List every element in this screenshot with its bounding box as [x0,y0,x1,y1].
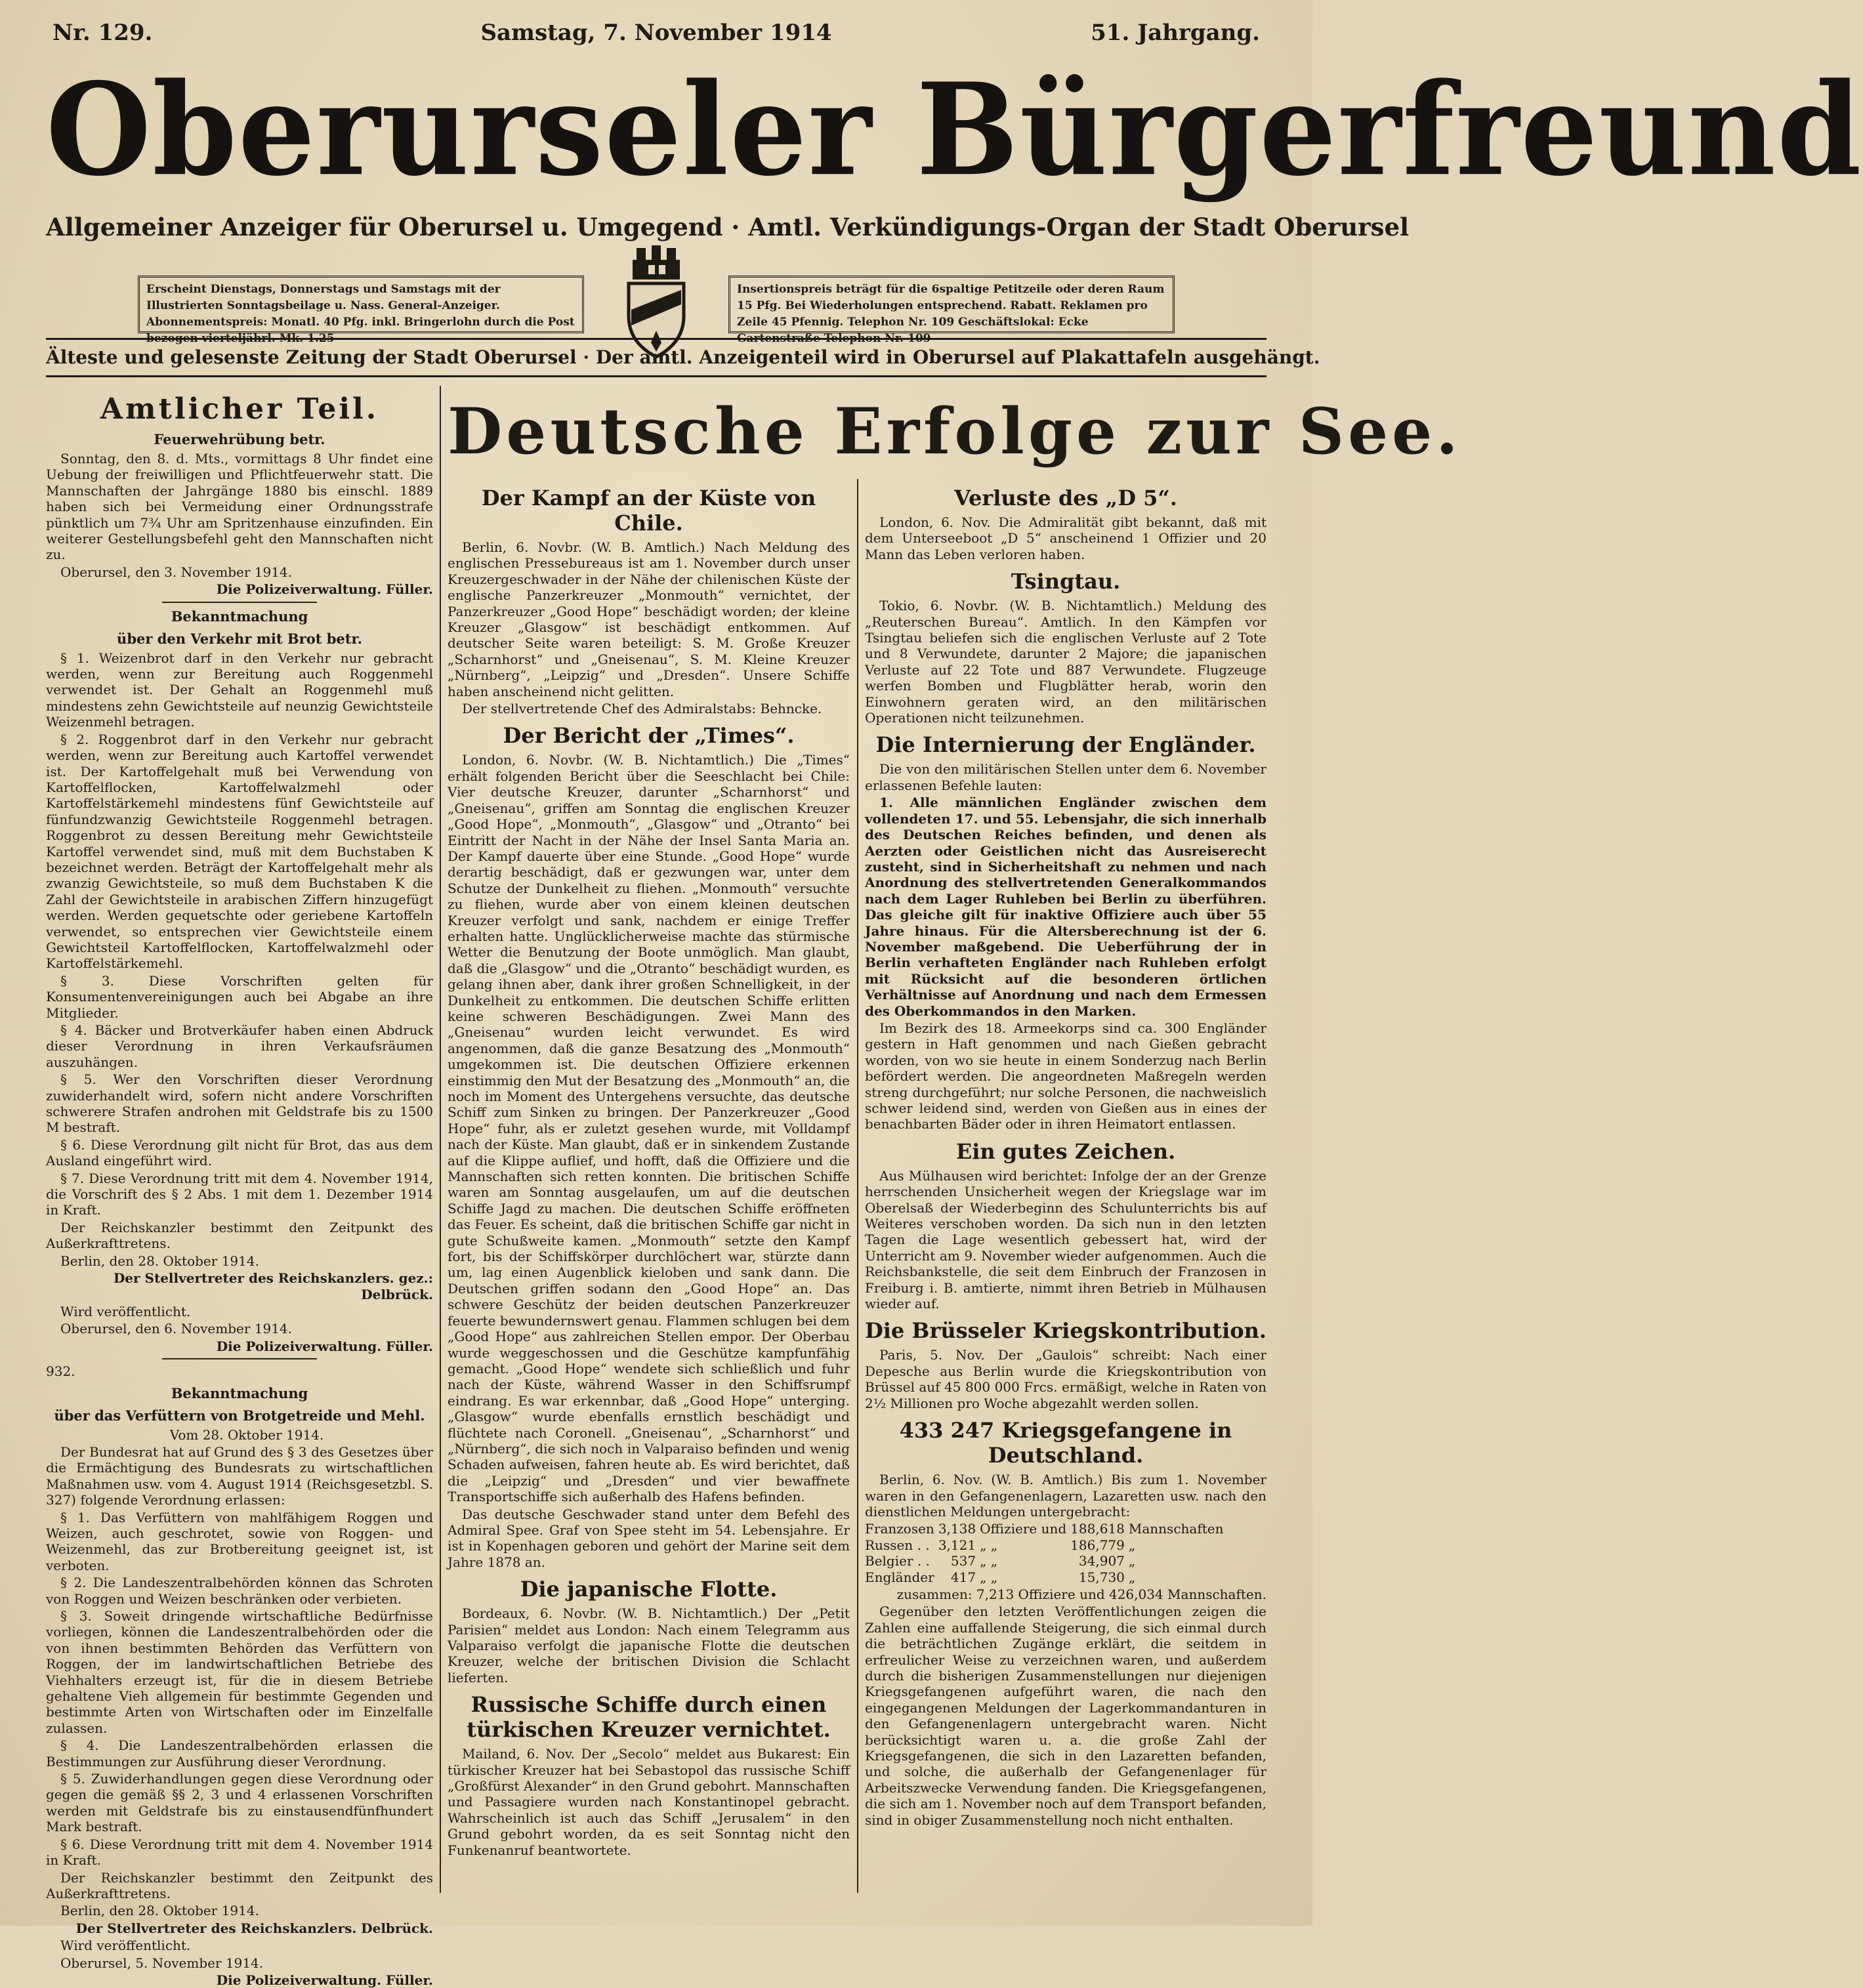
notice-paragraph: Der Reichskanzler bestimmt den Zeitpunkt des Außerkrafttretens. [46,1219,433,1252]
article-headline: Tsingtau. [1011,569,1121,594]
men-cell: 15,730 [1078,1569,1125,1585]
notice-subtitle: über den Verkehr mit Brot betr. [117,630,362,647]
column-divider [440,386,441,1893]
men-cell: 186,779 [1070,1537,1125,1553]
notice-date: Berlin, den 28. Oktober 1914. [60,1253,259,1269]
notice-paragraph: § 3. Diese Vorschriften gelten für Konsumentenvereinigungen auch bei Abgabe an ihre Mitglieder. [46,972,433,1021]
notice-date: Berlin, den 28. Oktober 1914. [60,1903,259,1919]
notice-signature: Die Polizeiverwaltung. Füller. [216,1972,433,1988]
article-headline: Die Brüsseler Kriegskontribution. [865,1318,1266,1344]
volume-number: 51. Jahrgang. [1091,20,1260,46]
label-cell: „ „ [980,1537,998,1553]
notice-paragraph: Sonntag, den 8. d. Mts., vormittags 8 Uhr findet eine Uebung der freiwilligen und Pflichtfeuerwehr statt. Die Mannschaften der Jahrgänge 1880 bis einschl. 1889 haben sich bei Vermeidung einer Ordnungsstrafe pünktlich um 7¾ Uhr am Spritzenhause einzufinden. Ein weiterer Gestellungsbefehl geht den Mannschaften nicht zu. [46,451,433,563]
table-row [865,1553,1227,1569]
article-paragraph: Die von den militärischen Stellen unter dem 6. November erlassenen Befehle lauten: [865,761,1266,793]
notice-paragraph: § 1. Weizenbrot darf in den Verkehr nur gebracht werden, wenn zur Bereitung auch Roggenmehl verwendet ist. Der Gehalt an Roggenmehl muß mindestens zehn Gewichtsteile auf neunzig Gewichtsteile Weizenmehl betragen. [46,650,433,730]
official-section-heading: Amtlicher Teil. [100,392,379,426]
nation-cell: Belgier . . [865,1553,930,1569]
article-paragraph: Gegenüber den letzten Veröffentlichungen zeigen die Zahlen eine auffallende Steigerung, die sich einmal durch die beträchtlichen Zugänge erklärt, die seitdem in erfreulicher Weise zu verzeichnen waren, und außerdem durch die bisherigen Zusammenstellungen nur diejenigen Kriegsgefangenen aufgeführt waren, die nach den eingegangenen Meldungen der Lagerkommandanturen in den Gefangenenlagern untergebracht waren. Nicht berücksichtigt waren u. a. die große Zahl der Kriegsgefangenen, die sich in den Lazaretten befanden, und solche, die außerhalb der Gefangenenlager für Arbeitszwecke Verwendung fanden. Die Kriegsgefangenen, die sich am 1. November noch auf dem Transport befanden, sind in obiger Zusammenstellung noch nicht enthalten. [865,1604,1266,1828]
article-headline: Ein gutes Zeichen. [955,1138,1176,1164]
article-paragraph: Bordeaux, 6. Novbr. (W. B. Nichtamtlich.) Der „Petit Parisien“ meldet aus London: Nach einem Telegramm aus Valparaiso verfolgt die japanische Flotte die deutschen Kreuzer, welche der britischen Division die Schlacht lieferten. [448,1605,850,1686]
notice-paragraph: § 2. Roggenbrot darf in den Verkehr nur gebracht werden, wenn zur Bereitung auch Kartoffel verwendet ist. Der Kartoffelgehalt muß bei Verwendung von Kartoffelflocken, Kartoffelwalzmehl oder Kartoffelstärkemehl mindestens fünf Gewichtsteile auf fünfundzwanzig Gewichtsteile Roggenmehl betragen. Roggenbrot zu dessen Bereitung mehr Gewichtsteile Kartoffel verwendet sind, muß mit dem Buchstaben K bezeichnet werden. Beträgt der Kartoffelgehalt mehr als zwanzig Gewichtsteile, so muß dem Buchstaben K die Zahl der Gewichtsteile in arabischen Ziffern hinzugefügt werden. Werden gequetschte oder geriebene Kartoffeln verwendet, so entsprechen vier Gewichtsteile einem Gewichtsteil Kartoffelflocken, Kartoffelwalzmehl oder Kartoffelstärkemehl. [46,731,433,972]
officers-cell: 537 [950,1553,976,1569]
article-headline: Russische Schiffe durch einen türkischen Kreuzer vernichtet. [467,1692,831,1743]
issue-number: Nr. 129. [52,20,153,46]
article-paragraph: Aus Mülhausen wird berichtet: Infolge der an der Grenze herrschenden Unsicherheit wegen der Kriegslage war im Oberelsaß der Wiederbeginn des Schulunterrichts bis auf Weiteres verschoben worden. Da sich nun in den letzten Tagen die Lage wesentlich gebessert hat, wird der Unterricht am 9. November wieder aufgenommen. Auch die Reichsbankstelle, die seit dem Einbruch der Franzosen in Freiburg i. B. amtierte, nimmt ihren Betrieb in Mülhausen wieder auf. [865,1167,1266,1312]
men-cell: 188,618 [1070,1521,1125,1537]
notice-paragraph: § 5. Wer den Vorschriften dieser Verordnung zuwiderhandelt wird, sofern nicht andere Vorschriften schwerere Strafen androhen mit Geldstrafe bis zu 1500 M bestraft. [46,1071,433,1136]
naval-news-column [448,479,850,1899]
notice-paragraph: § 6. Diese Verordnung tritt mit dem 4. November 1914 in Kraft. [46,1836,433,1869]
label-cell: „ „ [980,1569,998,1585]
article-headline: 433 247 Kriegsgefangene in Deutschland. [899,1418,1232,1468]
strapline: Älteste und gelesenste Zeitung der Stadt Oberursel · Der amtl. Anzeigenteil wird in Oberursel auf Plakattafeln ausgehängt. [46,338,1266,377]
notice-signature: Der Stellvertreter des Reichskanzlers. Delbrück. [75,1920,433,1936]
notice-number: 932. [46,1363,75,1380]
advertising-info-box: Insertionspreis beträgt für die 6spaltige Petitzeile oder deren Raum 15 Pfg. Bei Wiederholungen entsprechend. Rabatt. Reklamen pro Zeile 45 Pfennig. Telephon Nr. 109 Geschäftslokal: Ecke Gartenstraße Telephon Nr. 109 [728,276,1175,333]
notice-title: Bekanntmachung [171,1384,308,1401]
label-cell: Offiziere und [980,1521,1067,1537]
table-total: zusammen: 7,213 Offiziere und 426,034 Mannschaften. [896,1586,1266,1602]
notice-paragraph: Wird veröffentlicht. [60,1937,191,1954]
article-headline: Der Kampf an der Küste von Chile. [481,486,816,535]
notice-paragraph: § 2. Die Landeszentralbehörden können das Schroten von Roggen und Weizen beschränken oder verbieten. [46,1575,433,1607]
notice-paragraph: Der Reichskanzler bestimmt den Zeitpunkt des Außerkrafttretens. [46,1869,433,1901]
notice-signature: Die Polizeiverwaltung. Füller. [216,581,433,598]
article-paragraph: Berlin, 6. Nov. (W. B. Amtlich.) Bis zum 1. November waren in den Gefangenenlagern, Lazaretten usw. nach den dienstlichen Meldungen untergebracht: [865,1472,1266,1520]
officers-cell: 3,138 [938,1521,976,1537]
unit-cell: Mannschaften [1128,1521,1224,1537]
article-signature: Der stellvertretende Chef des Admiralstabs: Behncke. [462,701,822,717]
nation-cell: Engländer [865,1569,934,1585]
war-news-column [865,479,1266,1899]
nation-cell: Russen . . [865,1537,930,1553]
notice-title: Bekanntmachung [171,608,308,625]
article-paragraph: Tokio, 6. Novbr. (W. B. Nichtamtlich.) Meldung des „Reuterschen Bureau“. Amtlich. In den Kämpfen vor Tsingtau beliefen sich die englischen Verluste auf 2 Tote und 8 Verwundete, darunter 2 Majore; die japanischen Verluste auf 22 Tote und 887 Verwundete. Flugzeuge werfen Bomben und Flugblätter herab, worin den Einwohnern geraten wird, an den militärischen Operationen nicht teilzunehmen. [865,598,1266,726]
divider [162,1358,317,1359]
notice-paragraph: § 4. Die Landeszentralbehörden erlassen die Bestimmungen zur Ausführung dieser Verordnung. [46,1737,433,1770]
label-cell: „ „ [980,1553,998,1569]
prisoner-statistics-table [865,1521,1227,1585]
unit-cell: „ [1128,1569,1136,1585]
officers-cell: 3,121 [938,1537,976,1553]
unit-cell: „ [1128,1553,1136,1569]
article-paragraph: Paris, 5. Nov. Der „Gaulois“ schreibt: Nach einer Depesche aus Berlin wurde die Kriegskontribution von Brüssel auf 45 800 000 Frcs. ermäßigt, welche in Raten von 2½ Millionen pro Woche abgezahlt werden sollen. [865,1347,1266,1411]
main-headline: Deutsche Erfolge zur See. [448,394,1462,468]
notice-paragraph: § 7. Diese Verordnung tritt mit dem 4. November 1914, die Vorschrift des § 2 Abs. 1 mit dem 1. Dezember 1914 in Kraft. [46,1170,433,1218]
table-row [865,1569,1227,1585]
notice-signature: Die Polizeiverwaltung. Füller. [216,1338,433,1354]
men-cell: 34,907 [1078,1553,1125,1569]
article-paragraph: Mailand, 6. Nov. Der „Secolo“ meldet aus Bukarest: Ein türkischer Kreuzer hat bei Sebastopol das russische Schiff „Großfürst Alexander“ in den Grund gebohrt. Mannschaften und Passagiere wurden nach Konstantinopel gebracht. Wahrscheinlich ist auch das Schiff „Jerusalem“ in den Grund gebohrt worden, da es seit Sonntag nicht den Funkenanruf beantwortete. [448,1746,850,1858]
article-headline: Die japanische Flotte. [520,1577,778,1602]
notice-paragraph: § 6. Diese Verordnung gilt nicht für Brot, das aus dem Ausland eingeführt wird. [46,1136,433,1169]
article-paragraph: London, 6. Novbr. (W. B. Nichtamtlich.) Die „Times“ erhält folgenden Bericht über die Seeschlacht bei Chile: Vier deutsche Kreuzer, darunter „Scharnhorst“ und „Gneisenau“, griffen am Sonntag die englischen Kreuzer „Good Hope“, „Monmouth“, „Glasgow“ und „Otranto“ bei Eintritt der Nacht in der Nähe der Insel Santa Maria an. Der Kampf dauerte über eine Stunde. „Good Hope“ wurde derartig beschädigt, daß er gezwungen war, unter dem Schutze der Dunkelheit zu fliehen. „Monmouth“ versuchte zu fliehen, wurde aber von einem kleinen deutschen Kreuzer verfolgt und sank, nachdem er einige Treffer erhalten hatte. Unglücklicherweise machte das stürmische Wetter die Benutzung der Boote unmöglich. Man glaubt, daß die „Glasgow“ und die „Otranto“ beschädigt wurden, es gelang ihnen aber, dank ihrer großen Schnelligkeit, in der Dunkelheit zu entkommen. Die deutschen Schiffe erlitten keine schweren Beschädigungen. Zwei Mann des „Gneisenau“ wurden leicht verwundet. Es wird angenommen, daß die ganze Besatzung des „Monmouth“ umgekommen ist. Die deutschen Offiziere erkennen einstimmig den Mut der Besatzung des „Monmouth“ an, die noch im Moment des Untergehens versuchte, das deutsche Schiff zum Sinken zu bringen. Der Panzerkreuzer „Good Hope“ fuhr, als er zuletzt gesehen wurde, mit Volldampf nach der Küste. Man glaubt, daß er in sinkendem Zustande auf die Klippe auflief, und hofft, daß die Offiziere und die Mannschaften sich retten konnten. Die britischen Schiffe waren am Sonntag ausgelaufen, um auf die deutschen Schiffe Jagd zu machen. Die deutschen Schiffe eröffneten das Feuer. Es scheint, daß die britischen Schiffe gar nicht in gute Schußweite kamen. „Monmouth“ setzte den Kampf fort, bis der Schiffskörper durchlöchert war, stürzte dann um, lag einen Augenblick kieloben und sank dann. Die Deutschen griffen sodann den „Good Hope“ an. Das schwere Geschütz der beiden deutschen Panzerkreuzer feuerte bewundernswert genau. Flammen schlugen bei dem „Good Hope“ aus zahlreichen Stellen empor. Der Oberbau wurde weggeschossen und die Geschütze kampfunfähig gemacht. „Good Hope“ wendete sich schließlich und fuhr nach der Küste, während Wasser in den Schiffsrumpf eindrang. Es war erkennbar, daß „Good Hope“ unterging. „Glasgow“ wurde ebenfalls ernstlich beschädigt und flüchtete nach Coronell. „Gneisenau“, „Scharnhorst“ und „Nürnberg“, die sich noch in Valparaiso befinden und wenig Schaden aufweisen, fahren heute ab. Es wird berichtet, daß die „Leipzig“ und „Dresden“ und vier bewaffnete Transportschiffe sich außerhalb des Hafens befinden. [448,752,850,1505]
notice-date: Oberursel, den 3. November 1914. [60,564,293,580]
notice-paragraph: § 4. Bäcker und Brotverkäufer haben einen Abdruck dieser Verordnung in ihren Verkaufsräumen auszuhängen. [46,1022,433,1070]
table-row [865,1537,1227,1553]
article-paragraph: Im Bezirk des 18. Armeekorps sind ca. 300 Engländer gestern in Haft genommen und nach Gießen gebracht worden, von wo sie heute in einem Sonderzug nach Berlin befördert werden. Die angeordneten Maßregeln werden streng durchgeführt; nur solche Personen, die nachweislich schwer leidend sind, werden von Gießen aus in eines der benachbarten Bäder oder in ihren Heimatort entlassen. [865,1020,1266,1132]
issue-date: Samstag, 7. November 1914 [480,20,832,46]
subscription-info-box: Erscheint Dienstags, Donnerstags und Samstags mit der Illustrierten Sonntagsbeilage u. Nass. General-Anzeiger. Abonnementspreis: Monatl. 40 Pfg. inkl. Bringerlohn durch die Post bezogen vierteljährl. Mk. 1.25 [138,276,584,333]
article-paragraph: Das deutsche Geschwader stand unter dem Befehl des Admiral Spee. Graf von Spee steht im 54. Lebensjahre. Er ist in Kopenhagen geboren und gehört der Marine seit dem Jahre 1878 an. [448,1506,850,1570]
notice-paragraph: Der Bundesrat hat auf Grund des § 3 des Gesetzes über die Ermächtigung des Bundesrats zu wirtschaftlichen Maßnahmen usw. vom 4. August 1914 (Reichsgesetzbl. S. 327) folgende Verordnung erlassen: [46,1443,433,1508]
article-paragraph: Berlin, 6. Novbr. (W. B. Amtlich.) Nach Meldung des englischen Pressebureaus ist am 1. November durch unser Kreuzergeschwader in der Nähe der chilenischen Küste der englische Panzerkreuzer „Monmouth“ vernichtet, der Panzerkreuzer „Good Hope“ beschädigt worden; der kleine Kreuzer „Glasgow“ ist beschädigt entkommen. Auf deutscher Seite waren beteiligt: S. M. Große Kreuzer „Scharnhorst“ und „Gneisenau“, S. M. Kleine Kreuzer „Nürnberg“, „Leipzig“ und „Dresden“. Unsere Schiffe haben anscheinend nicht gelitten. [448,539,850,699]
notice-paragraph: Wird veröffentlicht. [60,1303,191,1319]
table-row [865,1521,1227,1537]
official-section-column [46,386,433,1988]
newspaper-title: Oberurseler Bürgerfreund [46,55,1863,205]
notice-paragraph: § 1. Das Verfüttern von mahlfähigem Roggen und Weizen, auch geschrotet, sowie von Roggen- und Weizenmehl, das zur Brotbereitung geeignet ist, ist verboten. [46,1509,433,1573]
notice-paragraph: § 3. Soweit dringende wirtschaftliche Bedürfnisse vorliegen, können die Landeszentralbehörden oder die von ihnen bestimmten Behörden das Verfüttern von Roggen, der im landwirtschaftlichen Betriebe des Viehhalters erzeugt ist, für die in diesem Betriebe gehaltene Vieh allgemein für bestimmte Gegenden und bestimmte Arten von Wirtschaften oder im Einzelfalle zulassen. [46,1608,433,1736]
notice-paragraph: § 5. Zuwiderhandlungen gegen diese Verordnung oder gegen die gemäß §§ 2, 3 und 4 erlassenen Vorschriften werden mit Geldstrafe bis zu einstausendfünfhundert Mark bestraft. [46,1771,433,1835]
notice-subtitle: über das Verfüttern von Brotgetreide und Mehl. [54,1407,425,1424]
article-paragraph: London, 6. Nov. Die Admiralität gibt bekannt, daß mit dem Unterseeboot „D 5“ anscheinend 1 Offizier und 20 Mann das Leben verloren haben. [865,514,1266,562]
notice-date: Vom 28. Oktober 1914. [169,1426,324,1443]
notice-signature: Der Stellvertreter des Reichskanzlers. gez.: Delbrück. [113,1270,433,1302]
divider [162,602,317,603]
notice-title: Feuerwehrübung betr. [154,431,325,447]
article-paragraph: 1. Alle männlichen Engländer zwischen dem vollendeten 17. und 55. Lebensjahr, die sich innerhalb des Deutschen Reiches befinden, und denen als Aerzten oder Geistlichen nicht das Ausreiserecht zusteht, sind in Sicherheitshaft zu nehmen und nach Anordnung des stellvertretenden Generalkommandos nach dem Lager Ruhleben bei Berlin zu überführen. Das gleiche gilt für inaktive Offiziere auch über 55 Jahre hinaus. Für die Altersberechnung ist der 6. November maßgebend. Die Ueberführung der in Berlin verhafteten Engländer nach Ruhleben erfolgt mit Rücksicht auf die besonderen örtlichen Verhältnisse auf Anordnung und nach dem Ermessen des Oberkommandos in den Marken. [865,795,1266,1019]
notice-date: Oberursel, 5. November 1914. [60,1955,264,1971]
article-headline: Verluste des „D 5“. [954,486,1177,510]
column-divider [857,479,858,1893]
nation-cell: Franzosen [865,1521,934,1537]
newspaper-subtitle: Allgemeiner Anzeiger für Oberursel u. Umgegend · Amtl. Verkündigungs-Organ der Stadt Oberursel [46,213,1410,241]
notice-date: Oberursel, den 6. November 1914. [60,1321,293,1337]
article-headline: Der Bericht der „Times“. [503,723,795,749]
officers-cell: 417 [950,1569,976,1585]
unit-cell: „ [1128,1537,1136,1553]
article-headline: Die Internierung der Engländer. [875,732,1256,758]
